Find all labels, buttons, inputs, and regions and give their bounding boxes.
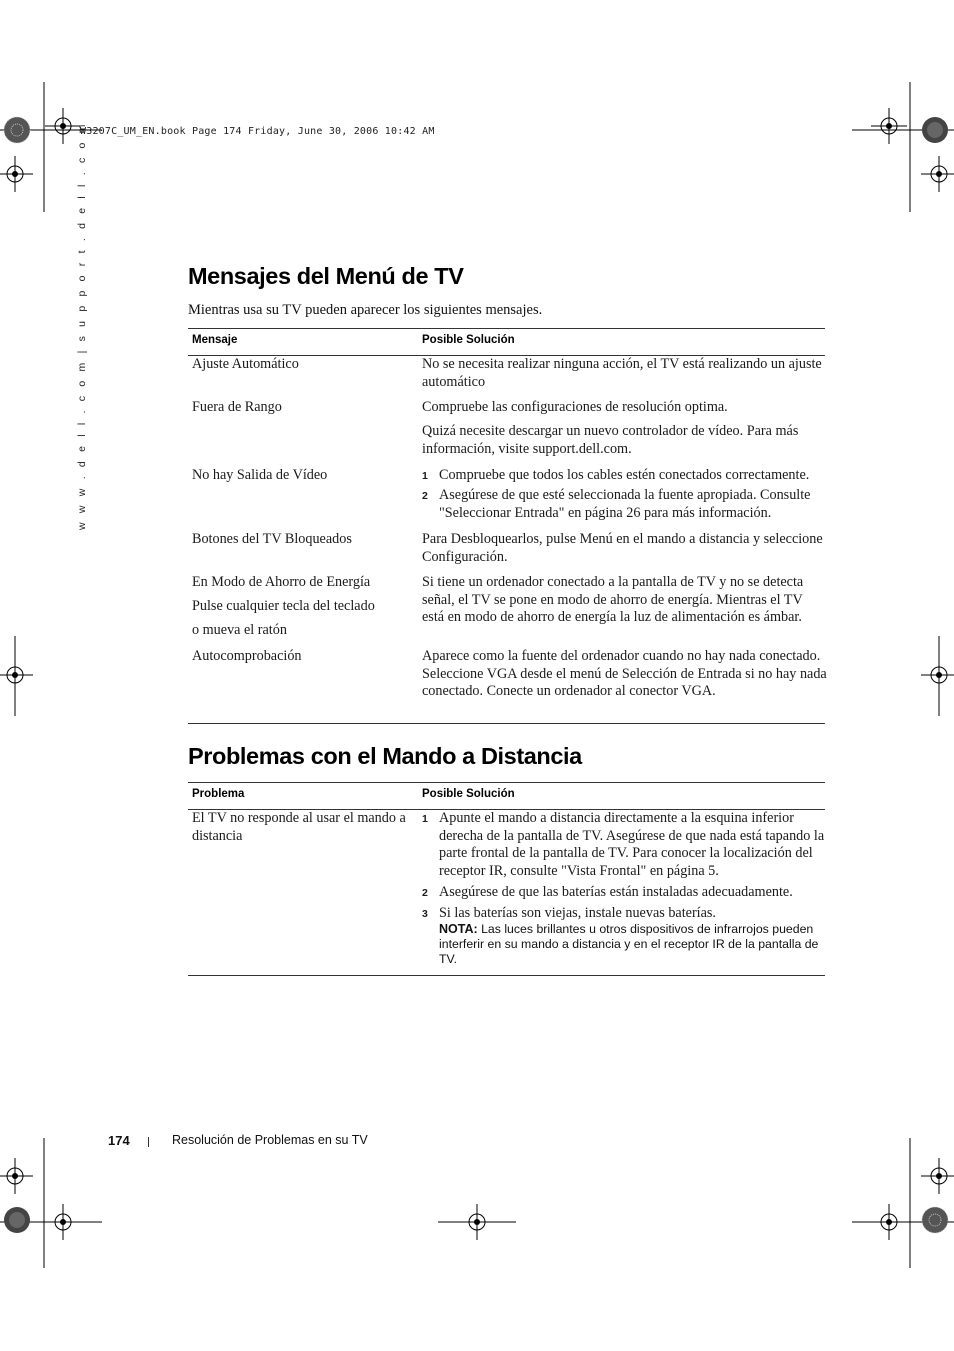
step-number: 2: [422, 490, 428, 502]
table-cell-message: Botones del TV Bloqueados: [192, 531, 352, 547]
intro-text: Mientras usa su TV pueden aparecer los siguientes mensajes.: [188, 302, 543, 318]
step-number: 3: [422, 908, 428, 920]
column-header-solution: Posible Solución: [422, 788, 515, 800]
table-cell-solution: Para Desbloquearlos, pulse Menú en el mando a distancia y seleccione Configuración.: [422, 531, 823, 565]
table-header: [188, 328, 825, 356]
table-bottom-rule: [188, 723, 825, 724]
table-cell-message: Ajuste Automático: [192, 356, 299, 372]
section-title: Mensajes del Menú de TV: [188, 263, 464, 289]
table-cell-solution: Compruebe las configuraciones de resolución optima.: [422, 399, 728, 415]
print-slug: W3207C_UM_EN.book Page 174 Friday, June 30, 2006 10:42 AM: [80, 126, 435, 137]
table-cell-message: En Modo de Ahorro de Energía: [192, 574, 371, 590]
numbered-step: [422, 487, 827, 523]
column-header-problem: Problema: [192, 788, 245, 800]
step-text: Apunte el mando a distancia directamente a la esquina inferior derecha de la pantalla de TV. Asegúrese de que nada está tapando la parte frontal de la pantalla de TV. Para conocer la localización del receptor IR, consulte "Vista Frontal" en página 5.: [439, 810, 825, 879]
side-url: w w w . d e l l . c o m | s u p p o r t . d e l l . c o m: [76, 121, 88, 530]
table-cell-solution: Aparece como la fuente del ordenador cuando no hay nada conectado. Seleccione VGA desde el menú de Selección de Entrada si no hay nada conectado. Conecte un ordenador al conector VGA.: [422, 648, 827, 699]
column-header-solution: Posible Solución: [422, 334, 515, 346]
table-cell-message: o mueva el ratón: [192, 622, 287, 638]
table-cell-message: No hay Salida de Vídeo: [192, 467, 328, 483]
step-number: 1: [422, 470, 428, 482]
step-text: Asegúrese de que esté seleccionada la fuente apropiada. Consulte "Seleccionar Entrada" en página 26 para más información.: [439, 487, 811, 521]
numbered-step: [422, 810, 827, 882]
column-header-message: Mensaje: [192, 334, 238, 346]
step-text: Si las baterías son viejas, instale nuevas baterías.: [439, 905, 716, 921]
step-number: 1: [422, 813, 428, 825]
table-cell-problem: El TV no responde al usar el mando a distancia: [192, 810, 406, 844]
chapter-title: Resolución de Problemas en su TV: [172, 1133, 368, 1147]
table-cell-solution: Si tiene un ordenador conectado a la pantalla de TV y no se detecta señal, el TV se pone en modo de ahorro de energía. Mientras el TV está en modo de ahorro de energía la luz de alimentación es ámbar.: [422, 574, 804, 625]
page-number: 174: [108, 1133, 130, 1148]
table-header: [188, 782, 825, 810]
table-cell-solution: No se necesita realizar ninguna acción, el TV está realizando un ajuste automático: [422, 356, 822, 390]
table-cell-message: Fuera de Rango: [192, 399, 282, 415]
numbered-step: [422, 884, 827, 904]
note-text: Las luces brillantes u otros dispositivos de infrarrojos pueden interferir en su mando a distancia y en el receptor IR de la pantalla de TV.: [439, 922, 819, 966]
table-bottom-rule: [188, 975, 825, 976]
table-cell-message: Pulse cualquier tecla del teclado: [192, 598, 375, 614]
step-text: Asegúrese de que las baterías están instaladas adecuadamente.: [439, 884, 793, 900]
table-cell-message: Autocomprobación: [192, 648, 302, 664]
section-title: Problemas con el Mando a Distancia: [188, 743, 582, 769]
footer-separator: [148, 1137, 149, 1147]
step-text: Compruebe que todos los cables estén conectados correctamente.: [439, 467, 810, 483]
table-cell-solution: Quizá necesite descargar un nuevo controlador de vídeo. Para más información, visite support.dell.com.: [422, 423, 799, 457]
step-number: 2: [422, 887, 428, 899]
note: [439, 922, 824, 967]
numbered-step: [422, 467, 827, 487]
note-label: NOTA:: [439, 922, 478, 936]
